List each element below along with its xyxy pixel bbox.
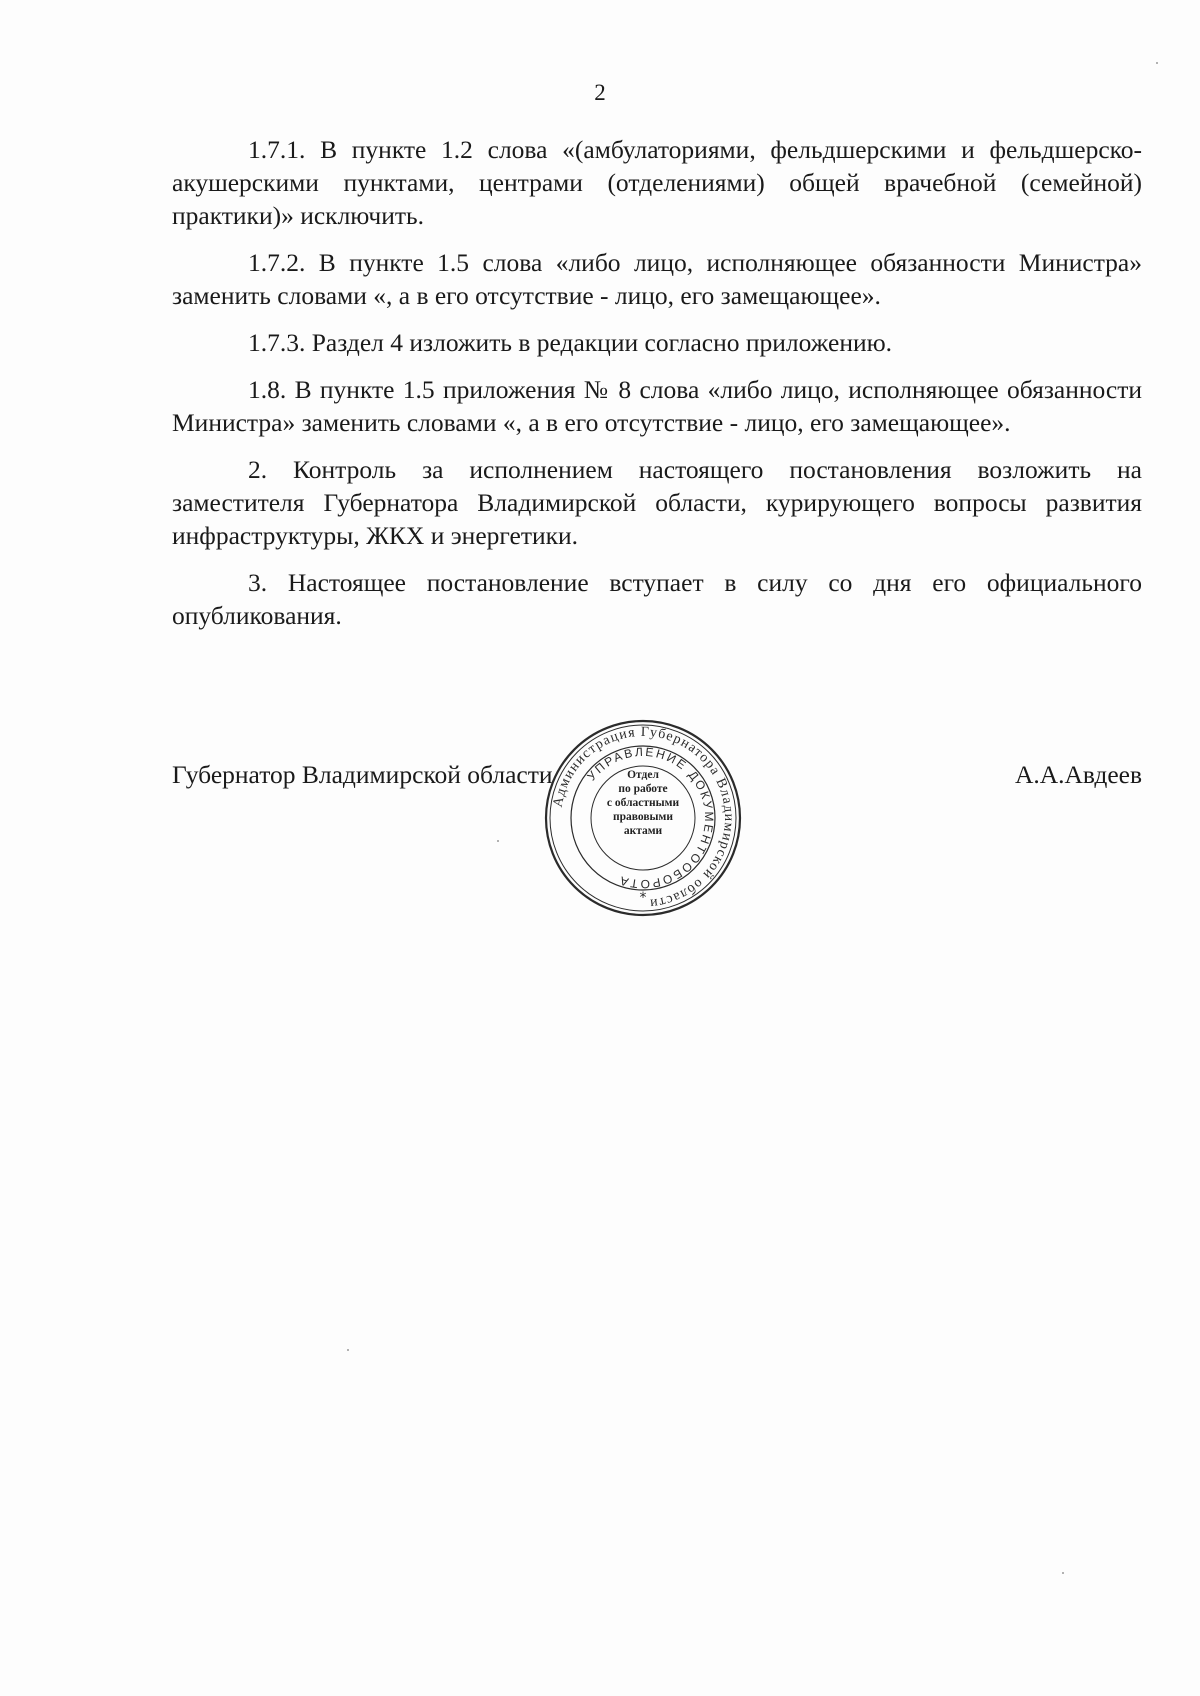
signatory-name: А.А.Авдеев (1014, 760, 1142, 789)
stamp-line-3: с областными (606, 797, 680, 809)
paragraph-1-7-1: 1.7.1. В пункте 1.2 слова «(амбулаториями, фельдшерскими и фельдшерско-акушерскими пунктами, центрами (отделениями) общей врачебной (семейной) практики)» исключить. (172, 135, 1142, 230)
stamp-line-2: по работе (618, 783, 668, 795)
stamp-center-text (593, 768, 693, 838)
stamp-outer-text: Администрация Губернатора Владимирской области (550, 724, 737, 911)
stamp-inner-text: УПРАВЛЕНИЕ ДОКУМЕНТООБОРОТА (584, 744, 717, 892)
signatory-position: Губернатор Владимирской области (172, 760, 553, 789)
paragraph-3: 3. Настоящее постановление вступает в силу со дня его официального опубликования. (172, 568, 1142, 630)
paragraph-1-7-3: 1.7.3. Раздел 4 изложить в редакции согласно приложению. (248, 328, 893, 357)
stamp-line-5: актами (623, 825, 663, 837)
paragraph-1-8: 1.8. В пункте 1.5 приложения № 8 слова «либо лицо, исполняющее обязанности Министра» заменить словами «, а в его отсутствие - лицо, его замещающее». (172, 375, 1142, 437)
scan-speck (1062, 1572, 1064, 1574)
scan-speck (347, 1349, 349, 1351)
page-number: 2 (594, 80, 606, 105)
stamp-line-4: правовыми (612, 811, 673, 823)
scan-speck (1156, 62, 1158, 64)
paragraph-1-7-2: 1.7.2. В пункте 1.5 слова «либо лицо, исполняющее обязанности Министра» заменить словами «, а в его отсутствие - лицо, его замещающее». (172, 248, 1142, 310)
official-stamp (543, 718, 743, 918)
document-body (172, 133, 1142, 646)
stamp-line-1: Отдел (627, 769, 659, 781)
paragraph-2: 2. Контроль за исполнением настоящего постановления возложить на заместителя Губернатора Владимирской области, курирующего вопросы развития инфраструктуры, ЖКХ и энергетики. (172, 455, 1142, 550)
scan-speck (497, 840, 499, 842)
stamp-star: * (639, 890, 647, 906)
